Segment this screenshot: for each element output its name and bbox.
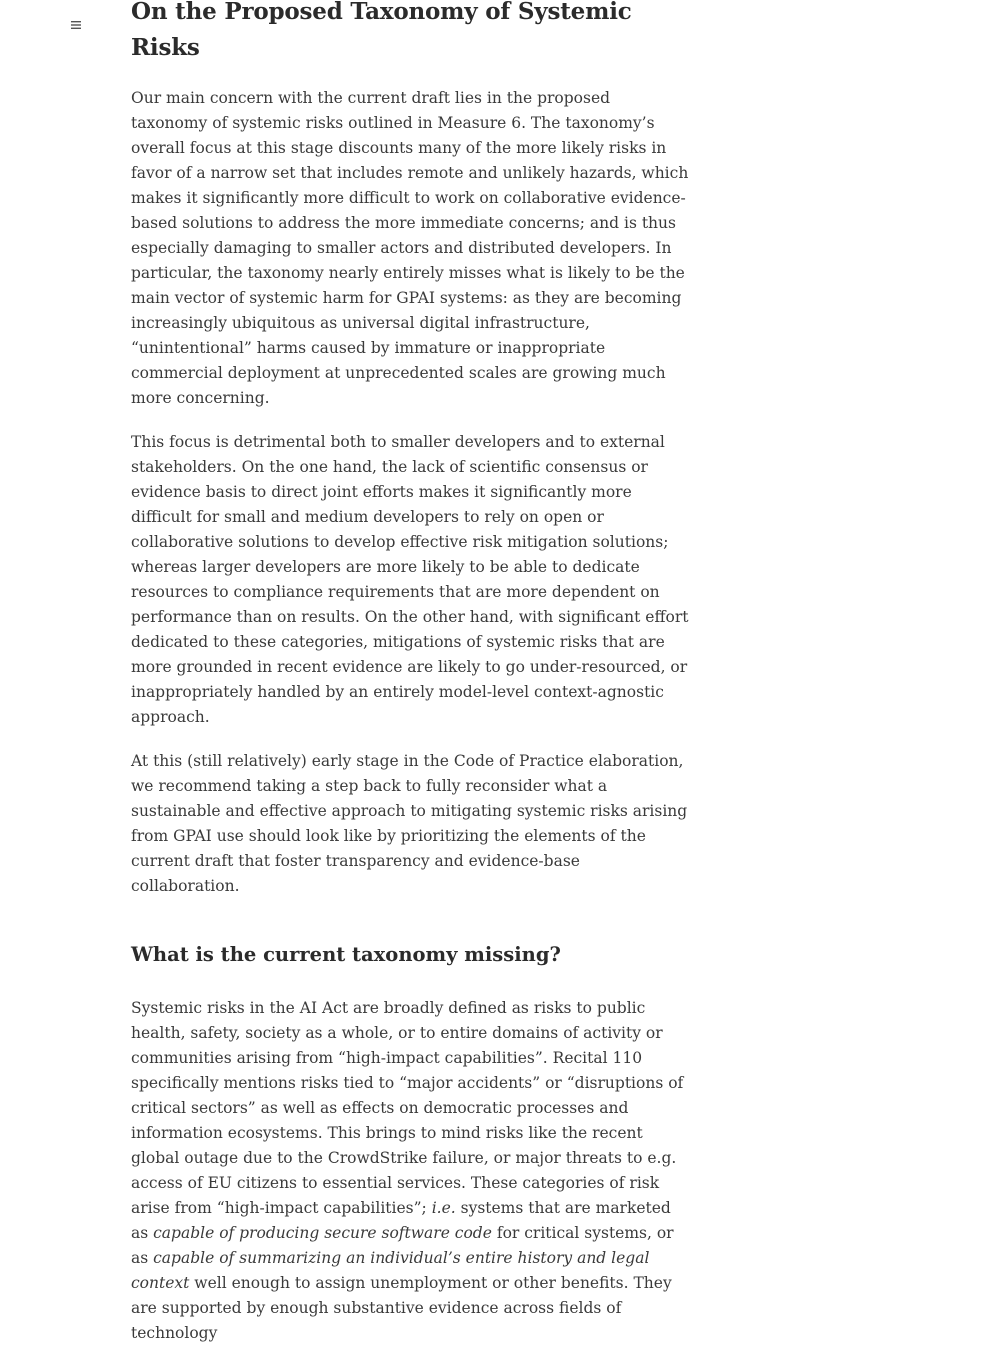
hamburger-menu-icon (68, 17, 84, 33)
paragraph-4-text-1: Systemic risks in the AI Act are broadly defined as risks to public health, safety, society as a whole, or to entire domains of activity or communities arising from “high-impact capabilities”. Recital 110 specifically mentions risks tied to “major accidents” or “disruptions of critical sectors” as well as effects on democratic processes and information ecosystems. This brings to mind risks like the recent global outage due to the CrowdStrike failure, or major threats to e.g. access of EU citizens to essential services. These categories of risk arise from “high-impact capabilities”; (131, 999, 684, 1217)
paragraph-4 (131, 996, 691, 1346)
paragraph-1: Our main concern with the current draft lies in the proposed taxonomy of systemic risks outlined in Measure 6. The taxonomy’s overall focus at this stage discounts many of the more likely risks in favor of a narrow set that includes remote and unlikely hazards, which makes it significantly more difficult to work on collaborative evidence-based solutions to address the more immediate concerns; and is thus especially damaging to smaller actors and distributed developers. In particular, the taxonomy nearly entirely misses what is likely to be the main vector of systemic harm for GPAI systems: as they are becoming increasingly ubiquitous as universal digital infrastructure, “unintentional” harms caused by immature or inappropriate commercial deployment at unprecedented scales are growing much more concerning. (131, 89, 689, 407)
paragraph-3: At this (still relatively) early stage in the Code of Practice elaboration, we recommend taking a step back to fully reconsider what a sustainable and effective approach to mitigating systemic risks arising from GPAI use should look like by prioritizing the elements of the current draft that foster transparency and evidence-base collaboration. (131, 752, 688, 895)
page-title: On the Proposed Taxonomy of Systemic Risks (131, 0, 632, 61)
menu-button[interactable] (68, 17, 84, 33)
paragraph-4-text-2: systems that are marketed as (131, 1199, 671, 1242)
section-heading: What is the current taxonomy missing? (131, 943, 561, 966)
article-content (131, 0, 691, 1346)
paragraph-4-text-4: well enough to assign unemployment or other benefits. They are supported by enough substantive evidence across fields of technology (131, 1274, 672, 1342)
paragraph-4-text-3: for critical systems, or as (131, 1224, 674, 1267)
paragraph-4-emphasis-2: capable of producing secure software code (153, 1224, 492, 1242)
paragraph-4-emphasis-3: capable of summarizing an individual’s entire history and legal context (131, 1249, 650, 1292)
paragraph-4-emphasis-1: i.e. (431, 1199, 456, 1217)
paragraph-2: This focus is detrimental both to smaller developers and to external stakeholders. On the one hand, the lack of scientific consensus or evidence basis to direct joint efforts makes it significantly more difficult for small and medium developers to rely on open or collaborative solutions to develop effective risk mitigation solutions; whereas larger developers are more likely to be able to dedicate resources to compliance requirements that are more dependent on performance than on results. On the other hand, with significant effort dedicated to these categories, mitigations of systemic risks that are more grounded in recent evidence are likely to go under-resourced, or inappropriately handled by an entirely model-level context-agnostic approach. (131, 433, 689, 726)
